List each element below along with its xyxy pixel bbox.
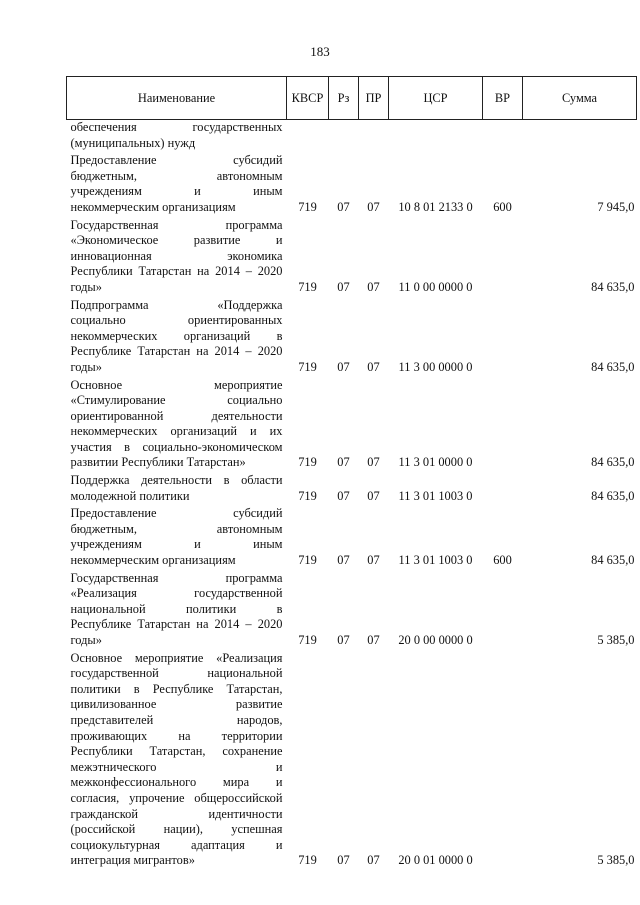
row-name-line: Государственная программа xyxy=(70,570,283,585)
row-name-line: обеспечения государственных xyxy=(70,120,283,134)
row-name-line: национальной политики в xyxy=(70,601,283,616)
row-spacer-cell xyxy=(67,869,637,871)
row-name-line: молодежной политики xyxy=(70,488,190,503)
row-name-line: бюджетным, автономным xyxy=(70,168,283,183)
row-name xyxy=(67,153,287,215)
row-rz: 07 xyxy=(337,488,350,503)
row-name-line: (муниципальных) нужд xyxy=(70,135,196,150)
row-kvsr: 719 xyxy=(298,553,317,568)
row-csr: 20 0 01 0000 0 xyxy=(398,853,473,868)
row-pr: 07 xyxy=(367,853,380,868)
row-name-line: некоммерческих организаций в xyxy=(70,328,283,343)
row-pr: 07 xyxy=(367,633,380,647)
row-name-line: гражданской идентичности xyxy=(70,806,283,821)
row-kvsr xyxy=(287,120,329,152)
row-name-line: социально ориентированных xyxy=(70,313,283,328)
row-kvsr: 719 xyxy=(298,359,317,374)
row-name-line: проживающих на территории xyxy=(70,728,283,743)
row-rz xyxy=(329,120,359,152)
row-name xyxy=(67,571,287,649)
row-sum xyxy=(523,120,637,152)
table-body xyxy=(67,120,637,871)
row-name-line: представителей народов, xyxy=(70,712,283,727)
row-kvsr: 719 xyxy=(298,455,317,470)
row-vr xyxy=(483,378,523,472)
table-row xyxy=(67,153,637,215)
row-rz: 07 xyxy=(337,199,350,214)
row-sum: 84 635,0 xyxy=(591,488,635,503)
row-name-line: Республики Татарстан, сохранение xyxy=(70,744,283,759)
row-name xyxy=(67,473,287,504)
row-name-line: учреждениям и иным xyxy=(70,184,283,199)
row-kvsr: 719 xyxy=(298,279,317,294)
table-row xyxy=(67,218,637,296)
row-csr: 11 3 01 0000 0 xyxy=(398,455,473,470)
table-row xyxy=(67,473,637,504)
row-pr: 07 xyxy=(367,279,380,294)
row-name-line: Предоставление субсидий xyxy=(70,153,283,168)
table-row xyxy=(67,298,637,376)
row-name-line: социокультурная адаптация и xyxy=(70,837,283,852)
row-name xyxy=(67,506,287,568)
row-csr xyxy=(389,120,483,152)
row-name-line: бюджетным, автономным xyxy=(70,521,283,536)
row-csr: 11 3 01 1003 0 xyxy=(398,553,473,568)
page-number: 183 xyxy=(310,44,330,59)
row-sum: 5 385,0 xyxy=(597,853,635,868)
row-sum: 84 635,0 xyxy=(591,279,635,294)
row-vr: 600 xyxy=(493,553,512,568)
row-name-line: (российской нации), успешная xyxy=(70,822,283,837)
row-name-line: некоммерческим организациям xyxy=(70,553,236,568)
row-pr: 07 xyxy=(367,199,380,214)
row-name-line: цивилизованное развитие xyxy=(70,697,283,712)
header-name: Наименование xyxy=(67,77,287,120)
row-pr: 07 xyxy=(367,488,380,503)
row-sum: 84 635,0 xyxy=(591,359,635,374)
row-name-line: Предоставление субсидий xyxy=(70,506,283,521)
row-vr: 600 xyxy=(493,199,512,214)
row-name-line: некоммерческим организациям xyxy=(70,199,236,214)
table-row xyxy=(67,651,637,869)
row-name-line: годы» xyxy=(70,633,102,647)
row-name-line: Республике Татарстан на 2014 – 2020 xyxy=(70,617,283,632)
row-vr xyxy=(483,218,523,296)
row-sum: 84 635,0 xyxy=(591,455,635,470)
row-name xyxy=(67,218,287,296)
row-pr: 07 xyxy=(367,455,380,470)
row-name-line: Основное мероприятие xyxy=(70,377,283,392)
row-kvsr: 719 xyxy=(298,853,317,868)
row-name-line: политики в Республике Татарстан, xyxy=(70,681,283,696)
header-sum: Сумма xyxy=(523,77,637,120)
table-row xyxy=(67,120,637,152)
row-rz: 07 xyxy=(337,279,350,294)
row-name xyxy=(67,120,287,152)
table-row xyxy=(67,378,637,472)
row-rz: 07 xyxy=(337,553,350,568)
row-name-line: «Стимулирование социально xyxy=(70,393,283,408)
header-rz: Рз xyxy=(329,77,359,120)
header-vr: ВР xyxy=(483,77,523,120)
header-pr: ПР xyxy=(359,77,389,120)
row-name-line: согласия, упрочение общероссийской xyxy=(70,790,283,805)
row-kvsr: 719 xyxy=(298,488,317,503)
row-spacer xyxy=(67,869,637,871)
row-pr: 07 xyxy=(367,359,380,374)
row-pr xyxy=(359,120,389,152)
row-name-line: Подпрограмма «Поддержка xyxy=(70,297,283,312)
header-csr: ЦСР xyxy=(389,77,483,120)
row-sum: 84 635,0 xyxy=(591,553,635,568)
row-name-line: «Экономическое развитие и xyxy=(70,233,283,248)
row-vr xyxy=(483,651,523,869)
row-vr xyxy=(483,298,523,376)
row-name-line: «Реализация государственной xyxy=(70,586,283,601)
row-name-line: Государственная программа xyxy=(70,217,283,232)
row-pr: 07 xyxy=(367,553,380,568)
row-name-line: межэтнического и xyxy=(70,759,283,774)
row-vr xyxy=(483,120,523,152)
row-name-line: интеграция мигрантов» xyxy=(70,853,195,868)
table-row xyxy=(67,571,637,649)
row-sum: 7 945,0 xyxy=(597,199,635,214)
row-name-line: развитии Республики Татарстан» xyxy=(70,455,246,470)
row-name-line: ориентированной деятельности xyxy=(70,408,283,423)
budget-table xyxy=(66,76,637,871)
row-name-line: годы» xyxy=(70,279,102,294)
row-csr: 20 0 00 0000 0 xyxy=(398,633,473,647)
row-vr xyxy=(483,571,523,649)
table-row xyxy=(67,506,637,568)
row-name-line: государственной национальной xyxy=(70,666,283,681)
row-csr: 10 8 01 2133 0 xyxy=(398,199,473,214)
row-name xyxy=(67,651,287,869)
header-kvsr: КВСР xyxy=(287,77,329,120)
row-sum: 5 385,0 xyxy=(597,633,635,647)
row-name-line: учреждениям и иным xyxy=(70,537,283,552)
row-name-line: Поддержка деятельности в области xyxy=(70,473,283,488)
row-name-line: некоммерческих организаций и их xyxy=(70,424,283,439)
row-rz: 07 xyxy=(337,359,350,374)
table-header xyxy=(67,77,637,120)
row-name-line: участия в социально-экономическом xyxy=(70,439,283,454)
row-name-line: Республике Татарстан на 2014 – 2020 xyxy=(70,344,283,359)
row-csr: 11 3 01 1003 0 xyxy=(398,488,473,503)
row-csr: 11 0 00 0000 0 xyxy=(398,279,473,294)
row-kvsr: 719 xyxy=(298,633,317,647)
row-name-line: Основное мероприятие «Реализация xyxy=(70,650,283,665)
row-rz: 07 xyxy=(337,455,350,470)
row-kvsr: 719 xyxy=(298,199,317,214)
row-name-line: Республики Татарстан на 2014 – 2020 xyxy=(70,264,283,279)
row-name-line: инновационная экономика xyxy=(70,248,283,263)
row-csr: 11 3 00 0000 0 xyxy=(398,359,473,374)
row-vr xyxy=(483,473,523,504)
row-name-line: годы» xyxy=(70,359,102,374)
row-rz: 07 xyxy=(337,633,350,647)
row-name-line: межконфессионального мира и xyxy=(70,775,283,790)
row-rz: 07 xyxy=(337,853,350,868)
row-name xyxy=(67,298,287,376)
row-name xyxy=(67,378,287,472)
